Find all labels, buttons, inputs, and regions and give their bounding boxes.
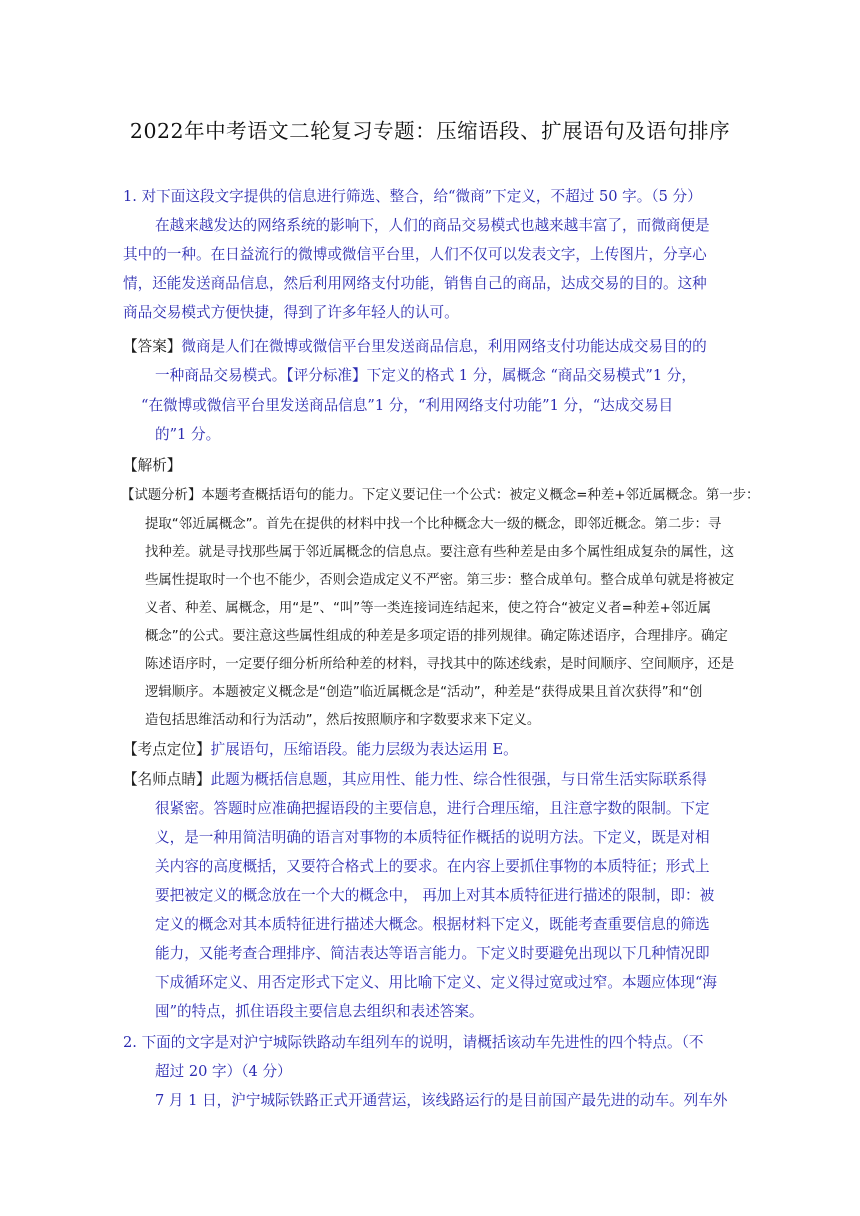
mingshi-line: 囤”的特点，抓住语段主要信息去组织和表述答案。 (155, 1003, 484, 1020)
answer-line (123, 337, 707, 357)
answer-text: 微商是人们在微博或微信平台里发送商品信息，利用网络支付功能达成交易目的的 (181, 338, 707, 355)
analysis-line (121, 486, 759, 506)
q2-prompt: 2. 下面的文字是对沪宁城际铁路动车组列车的说明，请概括该动车先进性的四个特点。（不 (123, 1034, 704, 1051)
analysis-sub-tag: 【试题分析】 (121, 488, 202, 503)
analysis-line: 提取“邻近属概念”。首先在提供的材料中找一个比种概念大一级的概念，即邻近概念。第二步：寻 (145, 517, 722, 532)
answer-line: 的”1 分。 (155, 426, 221, 443)
answer-tag: 【答案】 (123, 338, 182, 355)
kaodian-tag: 【考点定位】 (123, 741, 211, 758)
q1-passage-line: 商品交易模式方便快捷，得到了许多年轻人的认可。 (123, 304, 459, 321)
mingshi-line: 义，是一种用简洁明确的语言对事物的本质特征作概括的说明方法。下定义，既是对相 (155, 829, 710, 846)
answer-line: “在微博或微信平台里发送商品信息”1 分，“利用网络支付功能”1 分，“达成交易目 (141, 397, 674, 414)
mingshi-text: 此题为概括信息题，其应用性、能力性、综合性很强，与日常生活实际联系得 (210, 771, 707, 788)
analysis-line: 义者、种差、属概念，用“是”、“叫”等一类连接词连结起来，使之符合“被定义者=种差+邻近属 (145, 601, 711, 616)
mingshi-line: 下成循环定义、用否定形式下定义、用比喻下定义、定义得过宽或过窄。本题应体现“海 (155, 974, 718, 991)
analysis-line: 找种差。就是寻找那些属于邻近属概念的信息点。要注意有些种差是由多个属性组成复杂的属性，这 (145, 545, 735, 560)
q1-passage-line: 情，还能发送商品信息，然后利用网络支付功能，销售自己的商品，达成交易的目的。这种 (123, 275, 707, 292)
analysis-line: 造包括思维活动和行为活动”，然后按照顺序和字数要求来下定义。 (145, 713, 541, 728)
analysis-line: 概念”的公式。要注意这些属性组成的种差是多项定语的排列规律。确定陈述语序，合理排序。确定 (145, 629, 728, 644)
q1-passage-line: 其中的一种。在日益流行的微博或微信平台里，人们不仅可以发表文字，上传图片，分享心 (123, 246, 707, 263)
mingshi-line: 要把被定义的概念放在一个大的概念中， 再加上对其本质特征进行描述的限制，即：被 (155, 887, 715, 904)
q1-prompt: 1. 对下面这段文字提供的信息进行筛选、整合，给“微商”下定义，不超过 50 字。（5 分） (123, 188, 702, 205)
mingshi-line (123, 770, 707, 790)
analysis-line: 陈述语序时，一定要仔细分析所给种差的材料，寻找其中的陈述线索，是时间顺序、空间顺序，还是 (145, 657, 735, 672)
kaodian-text: 扩展语句，压缩语段。能力层级为表达运用 E。 (210, 741, 518, 758)
mingshi-line: 能力，又能考查合理排序、简洁表达等语言能力。下定义时要避免出现以下几种情况即 (155, 945, 710, 962)
mingshi-line: 关内容的高度概括，又要符合格式上的要求。在内容上要抓住事物的本质特征；形式上 (155, 858, 710, 875)
analysis-line: 些属性提取时一个也不能少，否则会造成定义不严密。第三步：整合成单句。整合成单句就是将被定 (145, 573, 735, 588)
answer-line: 一种商品交易模式。【评分标准】下定义的格式 1 分，属概念 “商品交易模式”1 分， (155, 367, 696, 384)
mingshi-tag: 【名师点睛】 (123, 771, 211, 788)
q2-passage-line: 7 月 1 日，沪宁城际铁路正式开通营运，该线路运行的是目前国产最先进的动车。列车外 (155, 1092, 728, 1109)
q2-prompt-continued: 超过 20 字）（4 分） (155, 1063, 292, 1080)
q1-passage-line: 在越来越发达的网络系统的影响下，人们的商品交易模式也越来越丰富了，而微商便是 (155, 217, 710, 234)
analysis-line: 逻辑顺序。本题被定义概念是“创造”临近属概念是“活动”，种差是“获得成果且首次获得”和“创 (145, 685, 703, 700)
kaodian-line (123, 740, 518, 760)
analysis-tag: 【解析】 (123, 457, 182, 474)
mingshi-line: 很紧密。答题时应准确把握语段的主要信息，进行合理压缩，且注意字数的限制。下定 (155, 800, 710, 817)
mingshi-line: 定义的概念对其本质特征进行描述大概念。根据材料下定义，既能考查重要信息的筛选 (155, 916, 710, 933)
document-title: 2022年中考语文二轮复习专题：压缩语段、扩展语句及语句排序 (129, 119, 731, 143)
analysis-text: 本题考查概括语句的能力。下定义要记住一个公式：被定义概念=种差+邻近属概念。第一步： (201, 488, 760, 503)
